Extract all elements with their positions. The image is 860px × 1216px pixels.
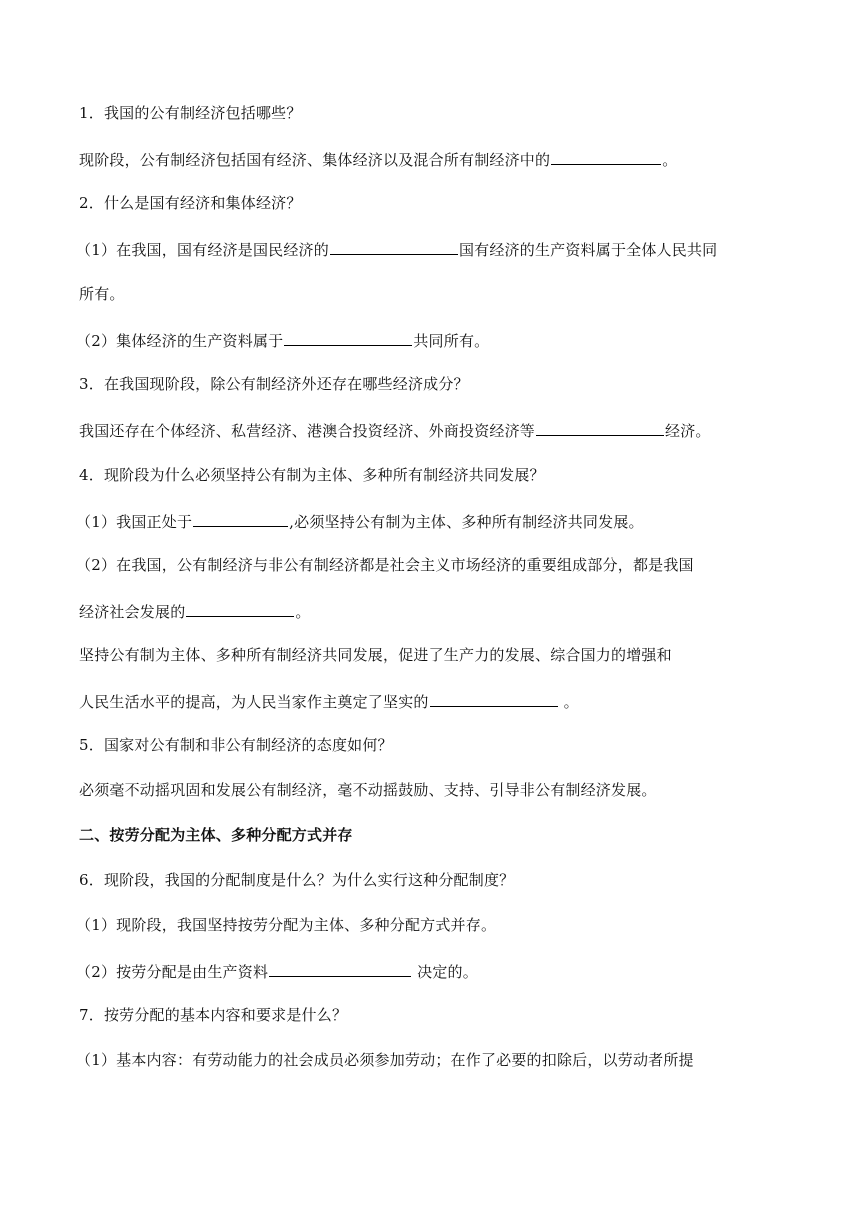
- question-3: 3．在我国现阶段，除公有制经济外还存在哪些经济成分？: [79, 375, 469, 393]
- answer-5: 必须毫不动摇巩固和发展公有制经济，毫不动摇鼓励、支持、引导非公有制经济发展。: [79, 781, 657, 799]
- answer-4-2: （2）在我国，公有制经济与非公有制经济都是社会主义市场经济的重要组成部分，都是我国: [76, 556, 694, 574]
- answer-7-1: （1）基本内容：有劳动能力的社会成员必须参加劳动；在作了必要的扣除后，以劳动者所提: [76, 1051, 694, 1069]
- answer-4-3-cont: [79, 690, 579, 712]
- answer-4-1-text: （1）我国正处于: [76, 513, 193, 531]
- answer-4-2-cont: [79, 600, 311, 622]
- fill-blank: [551, 148, 661, 165]
- answer-4-1: [76, 510, 644, 532]
- fill-blank: [269, 960, 411, 977]
- answer-6-2: [76, 960, 478, 982]
- answer-4-1-end: ,必须坚持公有制为主体、多种所有制经济共同发展。: [289, 513, 644, 531]
- answer-2-1-cont: 所有。: [79, 285, 125, 303]
- answer-1: [79, 148, 677, 170]
- answer-3-end: 经济。: [665, 422, 711, 440]
- answer-4-3-cont-end: 。: [558, 693, 579, 711]
- answer-4-3: 坚持公有制为主体、多种所有制经济共同发展，促进了生产力的发展、综合国力的增强和: [79, 646, 672, 664]
- answer-6-2-text: （2）按劳分配是由生产资料: [76, 963, 269, 981]
- fill-blank: [186, 600, 294, 617]
- answer-4-2-cont-end: 。: [295, 603, 311, 621]
- answer-2-1-end: 国有经济的生产资料属于全体人民共同: [458, 241, 718, 259]
- question-1: 1．我国的公有制经济包括哪些？: [79, 104, 302, 122]
- fill-blank: [284, 329, 412, 346]
- question-6: 6．现阶段，我国的分配制度是什么？为什么实行这种分配制度？: [79, 871, 515, 889]
- fill-blank: [536, 419, 664, 436]
- fill-blank: [330, 238, 458, 255]
- fill-blank: [193, 510, 288, 527]
- question-2: 2．什么是国有经济和集体经济？: [79, 194, 302, 212]
- answer-2-2-text: （2）集体经济的生产资料属于: [76, 332, 284, 350]
- answer-3-text: 我国还存在个体经济、私营经济、港澳合投资经济、外商投资经济等: [79, 422, 536, 440]
- answer-4-3-cont-text: 人民生活水平的提高，为人民当家作主奠定了坚实的: [79, 693, 429, 711]
- section-heading-2: 二、按劳分配为主体、多种分配方式并存: [79, 826, 353, 844]
- answer-2-1-text: （1）在我国，国有经济是国民经济的: [76, 241, 329, 259]
- answer-4-2-cont-text: 经济社会发展的: [79, 603, 186, 621]
- fill-blank: [430, 690, 558, 707]
- answer-6-1: （1）现阶段，我国坚持按劳分配为主体、多种分配方式并存。: [76, 916, 497, 934]
- question-7: 7．按劳分配的基本内容和要求是什么？: [79, 1006, 348, 1024]
- answer-2-2: [76, 329, 489, 351]
- answer-2-2-end: 共同所有。: [413, 332, 490, 350]
- answer-2-1: [76, 238, 717, 260]
- answer-6-2-end: 决定的。: [412, 963, 478, 981]
- question-4: 4．现阶段为什么必须坚持公有制为主体、多种所有制经济共同发展？: [79, 466, 545, 484]
- answer-3: [79, 419, 711, 441]
- answer-1-end: 。: [662, 151, 678, 169]
- answer-1-text: 现阶段，公有制经济包括国有经济、集体经济以及混合所有制经济中的: [79, 151, 551, 169]
- question-5: 5．国家对公有制和非公有制经济的态度如何？: [79, 736, 393, 754]
